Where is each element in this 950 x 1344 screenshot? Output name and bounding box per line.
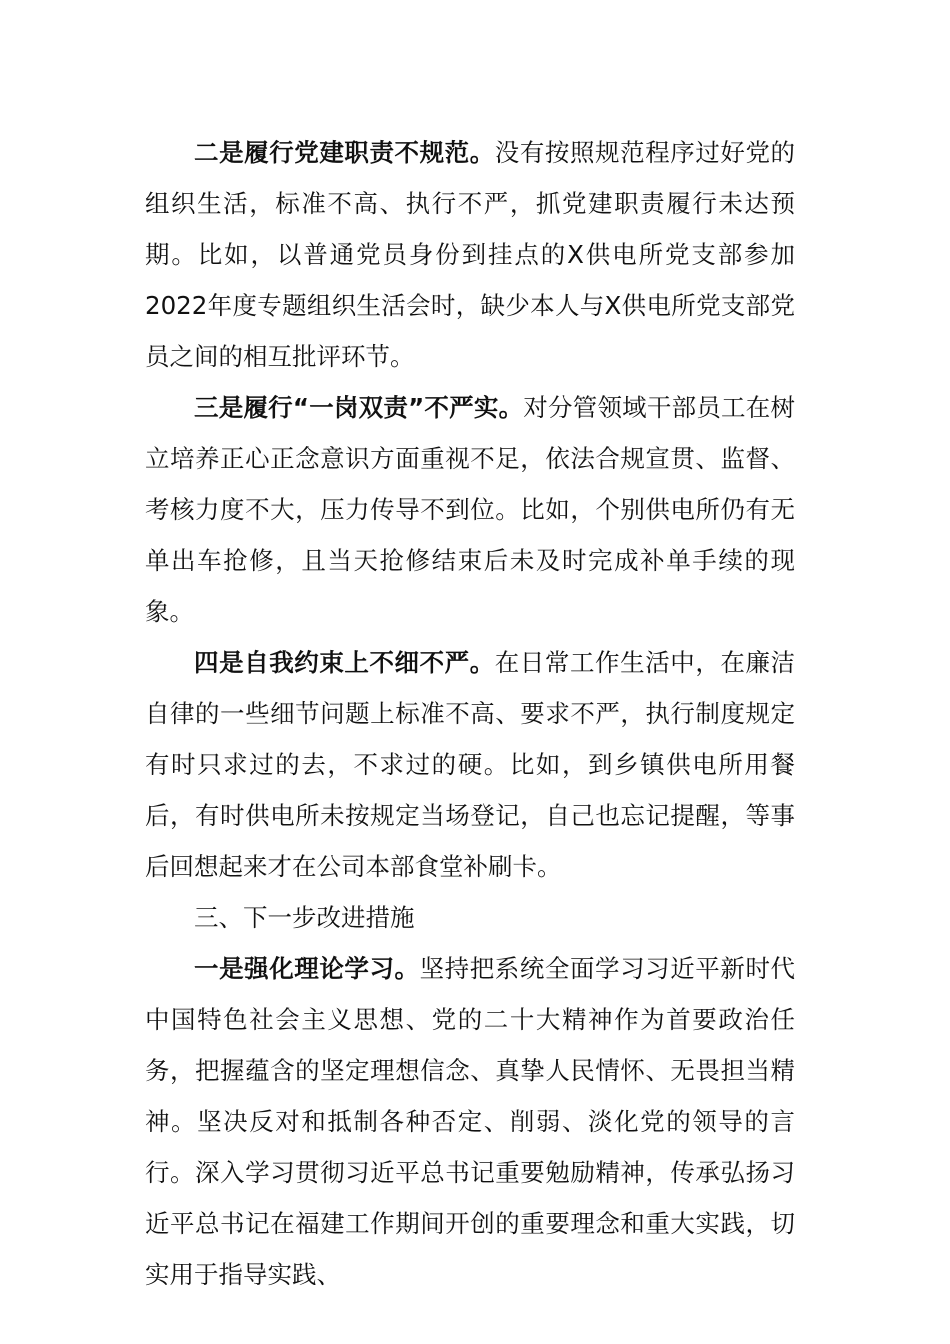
paragraph-text: 没有按照规范程序过好党的组织生活，标准不高、执行不严，抓党建职责履行未达预期。比如，以普通党员身份到挂点的X供电所党支部参加2022年度专题组织生活会时，缺少本人与X供电所党支部党员之间的相互批评环节。 (145, 138, 796, 371)
document-body (145, 127, 795, 1300)
paragraph-lead: 二是履行党建职责不规范。 (194, 138, 495, 167)
paragraph-lead: 三是履行“一岗双责”不严实。 (194, 393, 524, 422)
paragraph-theory-study (145, 943, 795, 1300)
paragraph-self-discipline (145, 637, 795, 892)
paragraph-party-building-duty (145, 127, 795, 382)
paragraph-text: 在日常工作生活中，在廉洁自律的一些细节问题上标准不高、要求不严，执行制度规定有时只求过的去，不求过的硬。比如，到乡镇供电所用餐后，有时供电所未按规定当场登记，自己也忘记提醒，等事后回想起来才在公司本部食堂补刷卡。 (145, 648, 796, 881)
paragraph-text: 对分管领域干部员工在树立培养正心正念意识方面重视不足，依法合规宣贯、监督、考核力度不大，压力传导不到位。比如，个别供电所仍有无单出车抢修，且当天抢修结束后未及时完成补单手续的现象。 (145, 393, 796, 626)
paragraph-dual-responsibility (145, 382, 795, 637)
section-heading: 三、下一步改进措施 (194, 903, 415, 932)
paragraph-lead: 一是强化理论学习。 (194, 954, 420, 983)
paragraph-lead: 四是自我约束上不细不严。 (194, 648, 495, 677)
paragraph-text: 坚持把系统全面学习习近平新时代中国特色社会主义思想、党的二十大精神作为首要政治任务，把握蕴含的坚定理想信念、真挚人民情怀、无畏担当精神。坚决反对和抵制各种否定、削弱、淡化党的领导的言行。深入学习贯彻习近平总书记重要勉励精神，传承弘扬习近平总书记在福建工作期间开创的重要理念和重大实践，切实用于指导实践、 (145, 954, 796, 1289)
